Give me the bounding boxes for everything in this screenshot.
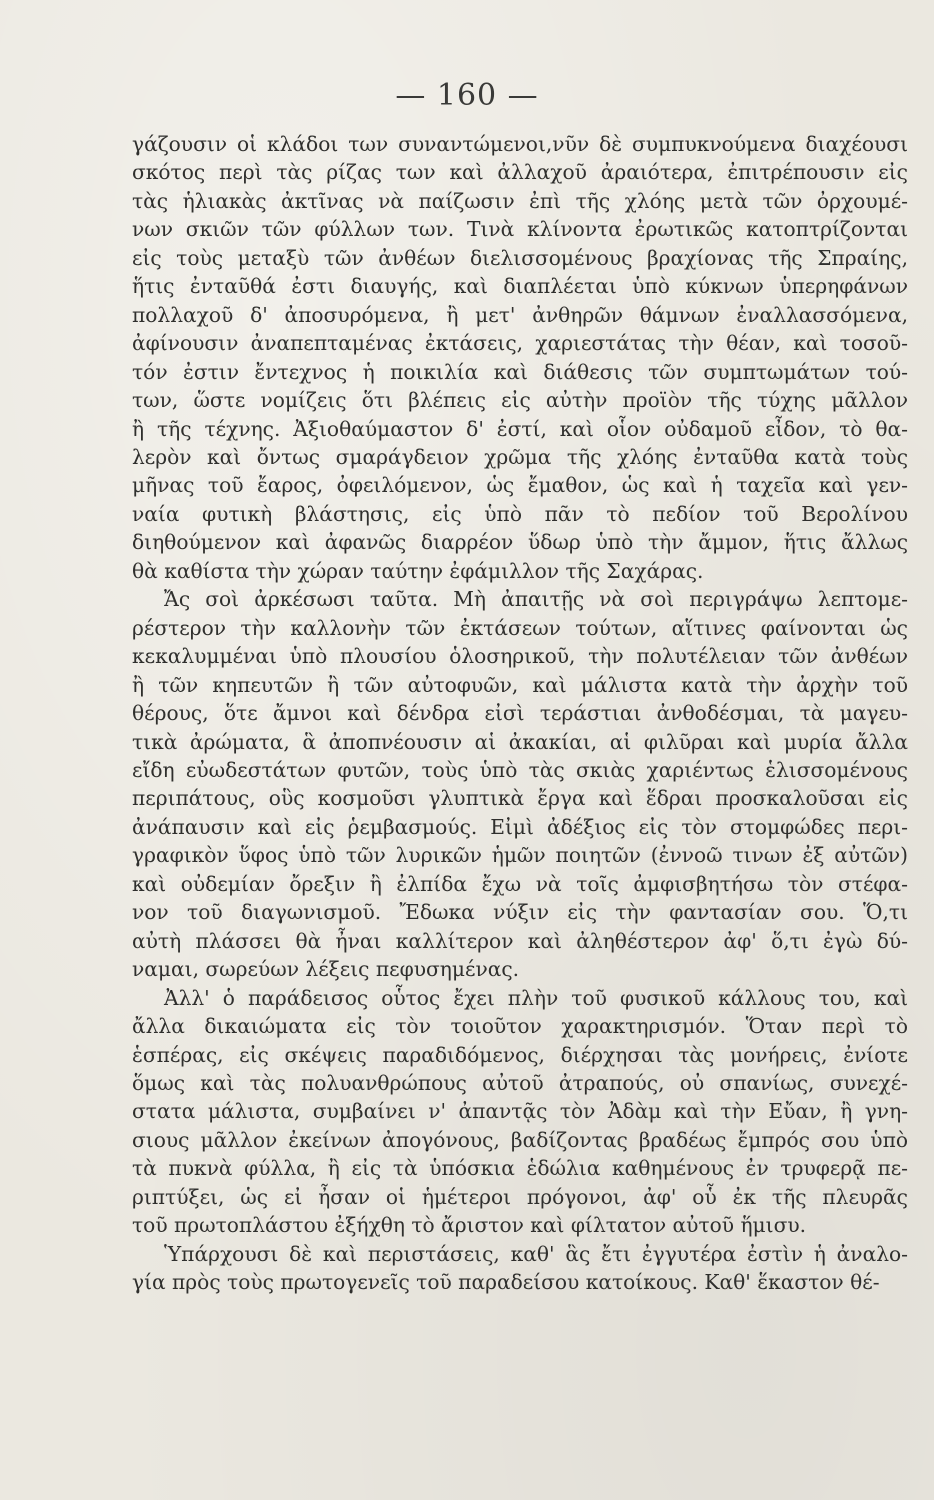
text-line: ἥτις ἐνταῦθά ἐστι διαυγής, καὶ διαπλέεται ὑπὸ κύκνων ὑπερηφάνων [132,274,908,299]
text-line: τὰς ἡλιακὰς ἀκτῖνας νὰ παίζωσιν ἐπὶ τῆς χλόης μετὰ τῶν ὀρχουμέ- [132,188,908,213]
text-line: καὶ οὐδεμίαν ὄρεξιν ἢ ἐλπίδα ἔχω νὰ τοῖς ἀμφισβητήσω τὸν στέφα- [132,871,908,896]
text-line: τοῦ πρωτοπλάστου ἐξήχθη τὸ ἄριστον καὶ φίλτατον αὐτοῦ ἥμισυ. [132,1213,807,1238]
text-line: ἀφίνουσιν ἀναπεπταμένας ἐκτάσεις, χαριεστάτας τὴν θέαν, καὶ τοσοῦ- [132,331,908,356]
text-line: αὐτὴ πλάσσει θὰ ἦναι καλλίτερον καὶ ἀληθέστερον ἀφ' ὅ,τι ἐγὼ δύ- [132,928,908,953]
text-line: ἢ τῶν κηπευτῶν ἢ τῶν αὐτοφυῶν, καὶ μάλιστα κατὰ τὴν ἀρχὴν τοῦ [132,672,908,697]
text-line: ἀνάπαυσιν καὶ εἰς ῥεμβασμούς. Εἰμὶ ἀδέξιος εἰς τὸν στομφώδες περι- [132,814,908,839]
text-line: μῆνας τοῦ ἔαρος, ὀφειλόμενον, ὡς ἔμαθον, ὡς καὶ ἡ ταχεῖα καὶ γεν- [132,473,908,498]
text-line: διηθούμενον καὶ ἀφανῶς διαρρέον ὕδωρ ὑπὸ τὴν ἄμμον, ἥτις ἄλλως [132,530,908,555]
text-line: νον τοῦ διαγωνισμοῦ. Ἔδωκα νύξιν εἰς τὴν φαντασίαν σου. Ὅ,τι [132,900,908,925]
paragraph [132,585,908,983]
text-line: εἰς τοὺς μεταξὺ τῶν ἀνθέων διελισσομένους βραχίονας τῆς Σπραίης, [132,245,908,270]
text-line: ριπτύξει, ὡς εἰ ἦσαν οἱ ἡμέτεροι πρόγονοι, ἀφ' οὗ ἐκ τῆς πλευρᾶς [132,1184,908,1209]
text-line: τικὰ ἀρώματα, ἃ ἀποπνέουσιν αἱ ἀκακίαι, αἱ φιλῦραι καὶ μυρία ἄλλα [132,729,908,754]
text-line: Ὑπάρχουσι δὲ καὶ περιστάσεις, καθ' ἃς ἔτι ἐγγυτέρα ἐστὶν ἡ ἀναλο- [164,1241,908,1266]
text-line: θέρους, ὅτε ἄμνοι καὶ δένδρα εἰσὶ τεράστιαι ἀνθοδέσμαι, τὰ μαγευ- [132,701,908,726]
text-line: περιπάτους, οὓς κοσμοῦσι γλυπτικὰ ἔργα καὶ ἕδραι προσκαλοῦσαι εἰς [132,786,908,811]
text-line: των, ὥστε νομίζεις ὅτι βλέπεις εἰς αὐτὴν προϊὸν τῆς τύχης μᾶλλον [132,388,908,413]
text-line: ναία φυτικὴ βλάστησις, εἰς ὑπὸ πᾶν τὸ πεδίον τοῦ Βερολίνου [132,501,908,526]
text-line: εἴδη εὐωδεστάτων φυτῶν, τοὺς ὑπὸ τὰς σκιὰς χαριέντως ἑλισσομένους [132,757,908,782]
text-line: Ἀλλ' ὁ παράδεισος οὗτος ἔχει πλὴν τοῦ φυσικοῦ κάλλους του, καὶ [164,985,908,1010]
body-text [132,130,908,1297]
text-line: ὅμως καὶ τὰς πολυανθρώπους αὐτοῦ ἀτραπούς, οὐ σπανίως, συνεχέ- [132,1070,908,1095]
text-line: γραφικὸν ὕφος ὑπὸ τῶν λυρικῶν ἡμῶν ποιητῶν (ἐννοῶ τινων ἐξ αὐτῶν) [132,843,908,868]
text-line: στατα μάλιστα, συμβαίνει ν' ἀπαντᾷς τὸν Ἀδὰμ καὶ τὴν Εὔαν, ἢ γνη- [132,1099,908,1124]
text-line: τόν ἐστιν ἔντεχνος ἡ ποικιλία καὶ διάθεσις τῶν συμπτωμάτων τού- [132,359,908,384]
text-line: τὰ πυκνὰ φύλλα, ἢ εἰς τὰ ὑπόσκια ἑδώλια καθημένους ἐν τρυφερᾷ πε- [132,1156,908,1181]
text-line: σιους μᾶλλον ἐκείνων ἀπογόνους, βαδίζοντας βραδέως ἔμπρός σου ὑπὸ [132,1127,908,1152]
text-line: νων σκιῶν τῶν φύλλων των. Τινὰ κλίνοντα ἐρωτικῶς κατοπτρίζονται [132,217,908,242]
paragraph [132,130,908,585]
text-line: ἢ τῆς τέχνης. Ἀξιοθαύμαστον δ' ἐστί, καὶ οἷον οὐδαμοῦ εἶδον, τὸ θα- [132,416,908,441]
paragraph [132,1240,908,1297]
text-line: γάζουσιν οἱ κλάδοι των συναντώμενοι,νῦν δὲ συμπυκνούμενα διαχέουσι [132,132,908,156]
text-line: σκότος περὶ τὰς ρίζας των καὶ ἀλλαχοῦ ἀραιότερα, ἐπιτρέπουσιν εἰς [132,160,908,185]
text-line: ρέστερον τὴν καλλονὴν τῶν ἐκτάσεων τούτων, αἵτινες φαίνονται ὡς [132,615,908,640]
text-line: θὰ καθίστα τὴν χώραν ταύτην ἐφάμιλλον τῆς Σαχάρας. [132,558,704,583]
page-number: — 160 — [395,78,539,113]
text-line: κεκαλυμμέναι ὑπὸ πλουσίου ὁλοσηρικοῦ, τὴν πολυτέλειαν τῶν ἀνθέων [132,644,908,669]
text-line: ναμαι, σωρεύων λέξεις πεφυσημένας. [132,957,520,982]
text-line: λερὸν καὶ ὄντως σμαράγδειον χρῶμα τῆς χλόης ἐνταῦθα κατὰ τοὺς [132,444,908,469]
text-line: Ἄς σοὶ ἀρκέσωσι ταῦτα. Μὴ ἀπαιτῇς νὰ σοὶ περιγράψω λεπτομε- [164,587,908,612]
text-line: ἑσπέρας, εἰς σκέψεις παραδιδόμενος, διέρχησαι τὰς μονήρεις, ἐνίοτε [132,1042,908,1067]
text-line: ἄλλα δικαιώματα εἰς τὸν τοιοῦτον χαρακτηρισμόν. Ὅταν περὶ τὸ [132,1014,908,1039]
paragraph [132,984,908,1240]
text-line: πολλαχοῦ δ' ἀποσυρόμενα, ἢ μετ' ἀνθηρῶν θάμνων ἐναλλασσόμενα, [132,302,908,327]
text-line: γία πρὸς τοὺς πρωτογενεῖς τοῦ παραδείσου κατοίκους. Καθ' ἕκαστον θέ- [132,1270,880,1295]
